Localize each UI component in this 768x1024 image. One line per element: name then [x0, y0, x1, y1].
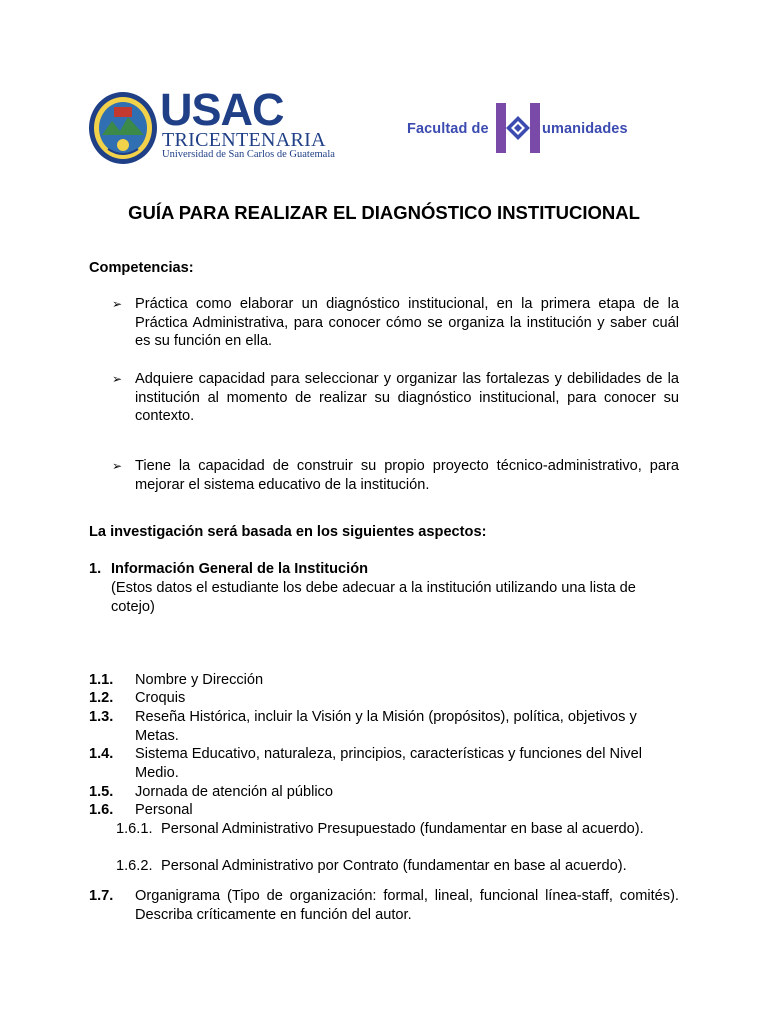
item-number: 1.3.: [89, 709, 114, 725]
item-text: Nombre y Dirección: [135, 672, 264, 688]
faculty-label-right: umanidades: [542, 121, 628, 137]
document-title: GUÍA PARA REALIZAR EL DIAGNÓSTICO INSTITUCIONAL: [128, 202, 640, 223]
competencia-item: Tiene la capacidad de construir su propio proyecto técnico-administrativo, para mejorar el sistema educativo de la institución.: [135, 458, 679, 493]
item-number: 1.4.: [89, 746, 114, 762]
investigacion-heading: La investigación será basada en los siguientes aspectos:: [89, 524, 487, 540]
item-text: Personal: [135, 802, 193, 818]
bullet-arrow-icon: ➢: [112, 297, 123, 311]
usac-university-name: Universidad de San Carlos de Guatemala: [162, 149, 335, 160]
item-text: Croquis: [135, 690, 186, 706]
usac-subtitle: TRICENTENARIA: [162, 129, 326, 151]
item-number: 1.1.: [89, 672, 114, 688]
item-text: Organigrama (Tipo de organización: formal, lineal, funcional línea-staff, comités). Describa críticamente en función del autor.: [135, 888, 679, 923]
faculty-label-left: Facultad de: [407, 121, 489, 137]
item-number: 1.5.: [89, 784, 114, 800]
bullet-arrow-icon: ➢: [112, 459, 123, 473]
item-number: 1.6.: [89, 802, 114, 818]
section-note: (Estos datos el estudiante los debe adecuar a la institución utilizando una lista de cotejo): [111, 580, 636, 615]
item-text: Jornada de atención al público: [135, 784, 333, 800]
subitem-number: 1.6.1.: [116, 821, 153, 837]
usac-title: USAC: [160, 84, 284, 135]
subitem-text: Personal Administrativo por Contrato (fundamentar en base al acuerdo).: [161, 858, 627, 874]
competencias-heading: Competencias:: [89, 260, 194, 276]
faculty-h-logo: [494, 103, 542, 153]
subitem-text: Personal Administrativo Presupuestado (fundamentar en base al acuerdo).: [161, 821, 644, 837]
competencia-item: Práctica como elaborar un diagnóstico institucional, en la primera etapa de la Práctica Administrativa, para conocer cómo se organiza la institución y saber cuál es su función en ella.: [135, 296, 679, 349]
usac-seal-logo: [88, 91, 158, 165]
item-number: 1.7.: [89, 888, 114, 904]
item-number: 1.2.: [89, 690, 114, 706]
item-text: Sistema Educativo, naturaleza, principios, características y funciones del Nivel Medio.: [135, 746, 642, 781]
section-number: 1.: [89, 561, 102, 577]
competencia-item: Adquiere capacidad para seleccionar y organizar las fortalezas y debilidades de la institución al momento de realizar su diagnóstico institucional, para conocer su contexto.: [135, 371, 679, 424]
section-title: Información General de la Institución: [111, 561, 369, 577]
bullet-arrow-icon: ➢: [112, 372, 123, 386]
item-text: Reseña Histórica, incluir la Visión y la Misión (propósitos), política, objetivos y Metas.: [135, 709, 637, 744]
subitem-number: 1.6.2.: [116, 858, 153, 874]
